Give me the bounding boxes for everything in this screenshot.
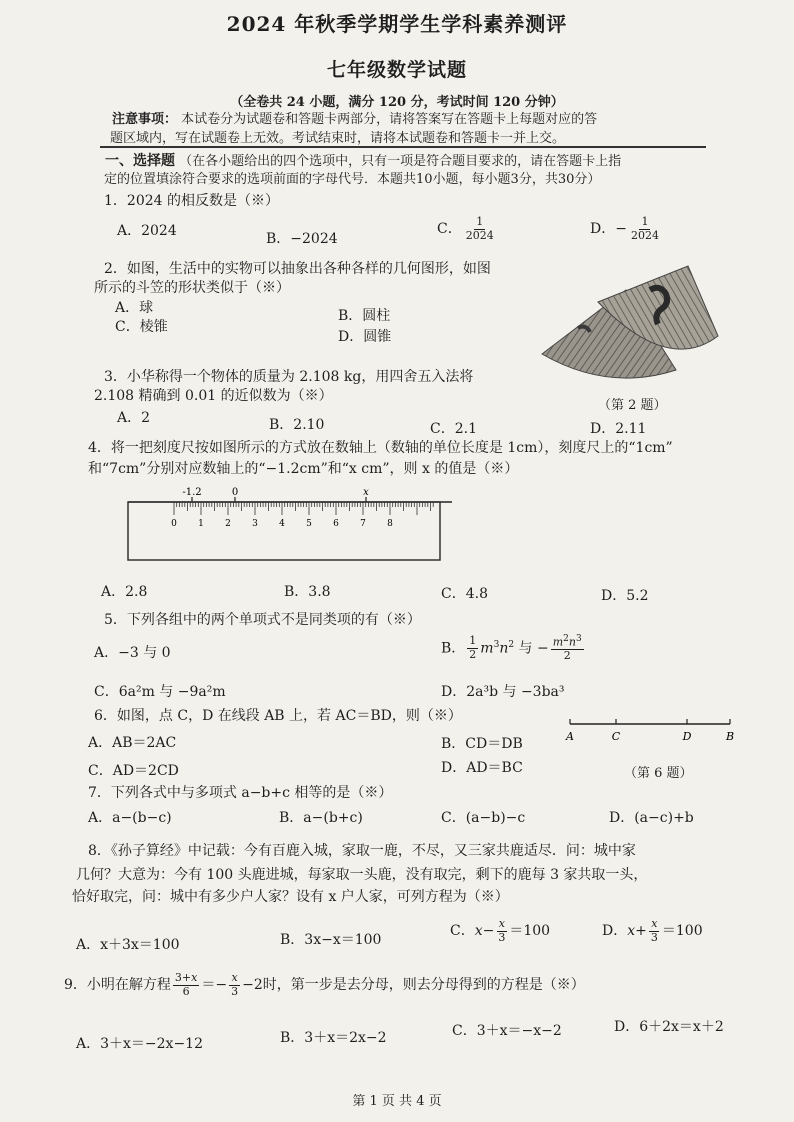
section1-line-2: 定的位置填涂符合要求的选项前面的字母代号．本题共10小题，每小题3分，共30分） <box>104 172 601 187</box>
q2-option-a: A．球 <box>115 300 154 316</box>
q3-stem-1: 3．小华称得一个物体的质量为 2.108 kg，用四舍五入法将 <box>104 369 474 385</box>
q1-option-d <box>590 216 663 242</box>
q3-stem-2: 2.108 精确到 0.01 的近似数为（※） <box>94 388 333 404</box>
q1-option-c-label: C． <box>437 221 462 238</box>
q1-option-c-fraction: $\frac{1}{2024}$ <box>465 215 494 242</box>
q5-b-fraction-1: $\frac{1}{2}$ <box>469 634 477 661</box>
q7-option-b: B．a−(b+c) <box>279 810 363 826</box>
q1-option-d-fraction: $\frac{1}{2024}$ <box>630 215 659 242</box>
q3-option-a: A．2 <box>117 410 151 426</box>
ruler-label-8: 8 <box>387 519 393 529</box>
q4-option-c: C．4.8 <box>441 586 488 602</box>
q7-stem: 7．下列各式中与多项式 a−b+c 相等的是（※） <box>88 785 393 801</box>
q2-option-d: D．圆锥 <box>338 329 392 345</box>
q2-option-c: C．棱锥 <box>115 319 168 335</box>
ruler-ticks <box>174 502 433 515</box>
q8-option-a: A．x＋3x＝100 <box>76 937 180 953</box>
q6-option-b: B．CD＝DB <box>441 736 523 752</box>
q1-option-d-label: D．− <box>590 221 627 238</box>
q9-fraction-2: $\frac{x}{3}$ <box>231 971 239 998</box>
q4-stem-2: 和“7cm”分别对应数轴上的“−1.2cm”和“x cm”，则 x 的值是（※） <box>88 461 519 477</box>
q6-option-c: C．AD＝2CD <box>88 763 179 779</box>
q4-option-a: A．2.8 <box>101 584 148 600</box>
q8-stem-1: 8．《孙子算经》中记载：今有百鹿入城，家取一鹿，不尽，又三家共鹿适尽．问：城中家 <box>88 843 636 859</box>
axis-label-neg12: -1.2 <box>182 487 202 498</box>
q1-option-a: A．2024 <box>117 223 177 239</box>
ruler-label-6: 6 <box>333 519 339 529</box>
ruler-label-4: 4 <box>279 519 285 529</box>
ruler-body <box>128 502 440 560</box>
q9-option-c: C．3＋x＝−x−2 <box>452 1023 562 1039</box>
exam-info: （全卷共 24 小题，满分 120 分，考试时间 120 分钟） <box>230 95 564 110</box>
q5-b-fraction-2: $\frac{m^2n^3}{2}$ <box>552 634 582 663</box>
q9-stem-post: 时，第一步是去分母，则去分母得到的方程是（※） <box>262 977 585 994</box>
notice-label: 注意事项： <box>112 112 178 127</box>
q5-stem: 5．下列各组中的两个单项式不是同类项的有（※） <box>104 612 421 628</box>
q6-option-a: A．AB＝2AC <box>88 735 177 751</box>
section1-line-1 <box>105 150 621 170</box>
exam-subtitle: 七年级数学试题 <box>326 59 467 81</box>
q8-c-fraction: $\frac{x}{3}$ <box>498 917 506 944</box>
axis-label-x: x <box>363 487 369 498</box>
q1-option-c <box>437 216 498 242</box>
q1-option-b: B．−2024 <box>266 231 338 247</box>
point-c-label: C <box>611 730 621 743</box>
q8-option-c: C．x− $\frac{x}{3}$ ＝100 <box>450 917 551 944</box>
q3-option-d: D．2.11 <box>590 421 647 437</box>
q2-stem-1: 2．如图，生活中的实物可以抽象出各种各样的几何图形，如图 <box>104 261 491 277</box>
q9-stem-pre: 9．小明在解方程 <box>64 977 171 994</box>
q2-stem-2: 所示的斗笠的形状类似于（※） <box>94 280 290 296</box>
q4-option-d: D．5.2 <box>601 588 649 604</box>
q7-option-a: A．a−(b−c) <box>88 810 172 826</box>
q9-fraction-1: $\frac{3+x}{6}$ <box>174 971 198 998</box>
q9-stem: 9．小明在解方程 $\frac{3+x}{6}$ ＝− $\frac{x}{3}$ −2时，第一步是去分母，则去分母得到的方程是（※） <box>64 971 585 998</box>
q4-option-b: B．3.8 <box>284 584 331 600</box>
section1-text-1: （在各小题给出的四个选项中，只有一项是符合题目要求的，请在答题卡上指 <box>179 154 622 169</box>
q9-option-a: A．3＋x＝−2x−12 <box>76 1036 203 1052</box>
q3-option-b: B．2.10 <box>269 417 325 433</box>
ruler-figure <box>126 480 456 562</box>
q5-option-c: C．6a²m 与 −9a²m <box>94 684 226 700</box>
exam-title: 2024 年秋季学期学生学科素养测评 <box>226 12 568 36</box>
point-a-label: A <box>566 730 574 743</box>
q8-option-d: D．x+ $\frac{x}{3}$ ＝100 <box>602 917 703 944</box>
q2-caption: （第 2 题） <box>598 398 667 413</box>
q3-option-c: C．2.1 <box>430 421 477 437</box>
q6-caption: （第 6 题） <box>624 766 693 781</box>
ruler-label-1: 1 <box>198 519 204 529</box>
axis-label-zero: 0 <box>231 487 239 498</box>
ruler-labels <box>171 519 393 529</box>
q5-option-b: B． $\frac{1}{2}$ $m^3n^2$ 与 − $\frac{m^2n^3}{2}$ <box>441 634 582 663</box>
divider <box>100 146 706 148</box>
q9-option-d: D．6＋2x＝x＋2 <box>614 1019 724 1035</box>
q4-stem-1: 4．将一把刻度尺按如图所示的方式放在数轴上（数轴的单位长度是 1cm），刻度尺上的“1cm” <box>88 440 673 456</box>
q2-option-b: B．圆柱 <box>338 308 391 324</box>
q8-option-b: B．3x−x＝100 <box>280 932 382 948</box>
point-d-label: D <box>682 730 692 743</box>
q8-stem-2: 几何？大意为：今有 100 头鹿进城，每家取一头鹿，没有取完，剩下的鹿每 3 家共取一头， <box>76 867 648 883</box>
q6-stem: 6．如图，点 C，D 在线段 AB 上，若 AC＝BD，则（※） <box>94 708 462 724</box>
q8-d-fraction: $\frac{x}{3}$ <box>650 917 658 944</box>
notice-line-1 <box>112 108 597 127</box>
segment-figure <box>560 716 738 744</box>
q6-option-d: D．AD＝BC <box>441 760 523 776</box>
q8-stem-3: 恰好取完，问：城中有多少户人家？设有 x 户人家，可列方程为（※） <box>72 889 509 905</box>
q9-option-b: B．3＋x＝2x−2 <box>280 1030 387 1046</box>
q1-stem: 1．2024 的相反数是（※） <box>104 193 279 209</box>
q7-option-c: C．(a−b)−c <box>441 810 526 826</box>
ruler-label-5: 5 <box>306 519 312 529</box>
conical-hat-image <box>538 262 720 392</box>
notice-line-2: 题区域内，写在试题卷上无效。考试结束时，请将本试题卷和答题卡一并上交。 <box>110 131 566 146</box>
section1-heading: 一、选择题 <box>105 153 175 169</box>
point-b-label: B <box>725 730 735 743</box>
ruler-label-3: 3 <box>252 519 258 529</box>
ruler-label-2: 2 <box>225 519 231 529</box>
page-footer: 第 1 页 共 4 页 <box>352 1094 442 1109</box>
ruler-label-0: 0 <box>171 519 177 529</box>
q5-option-a: A．−3 与 0 <box>94 645 171 661</box>
q5-option-d: D．2a³b 与 −3ba³ <box>441 684 565 700</box>
q7-option-d: D．(a−c)+b <box>609 810 694 826</box>
notice-text-1: 本试卷分为试题卷和答题卡两部分，请将答案写在答题卡上每题对应的答 <box>181 112 598 127</box>
ruler-label-7: 7 <box>360 519 366 529</box>
